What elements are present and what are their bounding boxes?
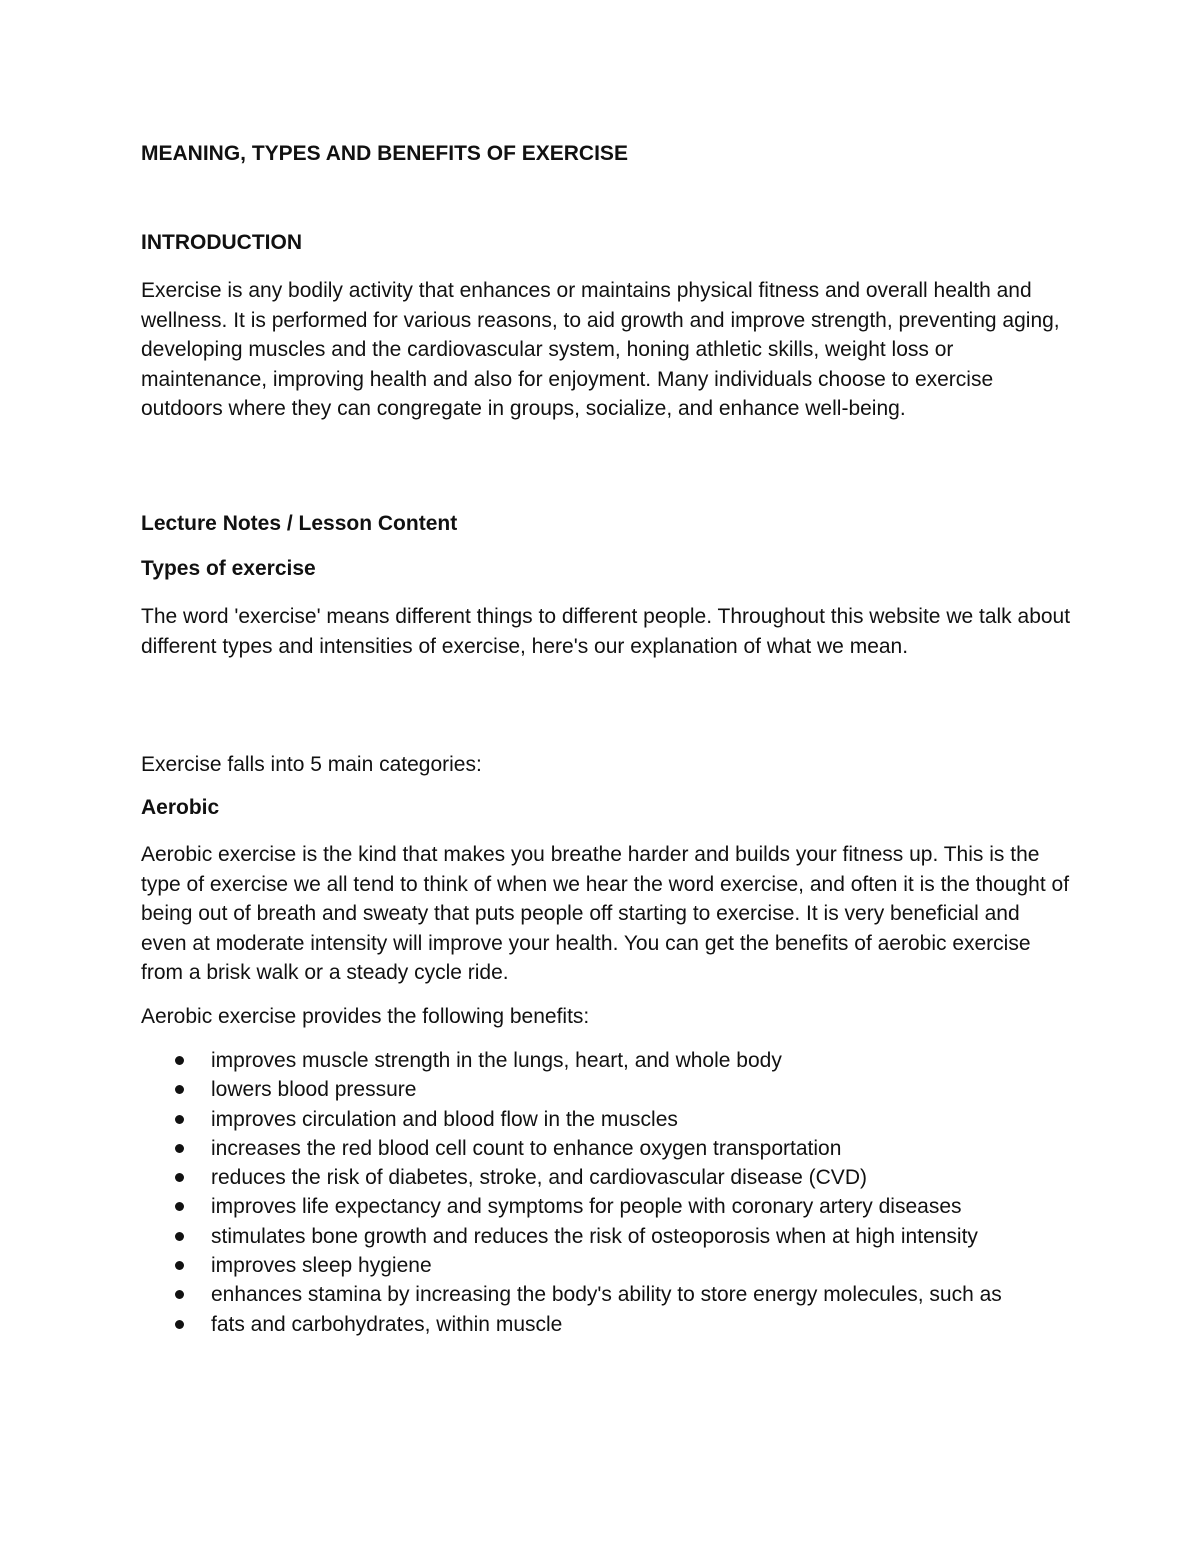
bullet-icon bbox=[175, 1144, 184, 1153]
benefit-text: stimulates bone growth and reduces the risk of osteoporosis when at high intensity bbox=[211, 1224, 978, 1248]
benefit-text: improves circulation and blood flow in the muscles bbox=[211, 1107, 678, 1131]
categories-paragraph: Exercise falls into 5 main categories: bbox=[141, 753, 482, 776]
benefits-intro-paragraph: Aerobic exercise provides the following benefits: bbox=[141, 1005, 590, 1028]
benefit-text: increases the red blood cell count to enhance oxygen transportation bbox=[211, 1136, 842, 1160]
benefit-text: lowers blood pressure bbox=[211, 1078, 417, 1102]
list-item bbox=[141, 1222, 1071, 1251]
list-item bbox=[141, 1105, 1071, 1134]
bullet-icon bbox=[175, 1173, 184, 1182]
list-item bbox=[141, 1280, 1071, 1309]
introduction-paragraph: Exercise is any bodily activity that enhances or maintains physical fitness and overall health and wellness. It is performed for various reasons, to aid growth and improve strength, preventing aging, developing muscles and the cardiovascular system, honing athletic skills, weight loss or maintenance, improving health and also for enjoyment. Many individuals choose to exercise outdoors where they can congregate in groups, socialize, and enhance well-being. bbox=[141, 279, 1060, 420]
document-title: MEANING, TYPES AND BENEFITS OF EXERCISE bbox=[141, 142, 628, 165]
bullet-icon bbox=[175, 1290, 184, 1299]
bullet-icon bbox=[175, 1056, 184, 1065]
list-item bbox=[141, 1310, 1071, 1339]
benefits-list bbox=[141, 1046, 1071, 1339]
benefit-text: reduces the risk of diabetes, stroke, and cardiovascular disease (CVD) bbox=[211, 1166, 867, 1190]
bullet-icon bbox=[175, 1085, 184, 1094]
types-paragraph: The word 'exercise' means different things to different people. Throughout this website we talk about different types and intensities of exercise, here's our explanation of what we mean. bbox=[141, 605, 1071, 658]
benefit-text: enhances stamina by increasing the body's ability to store energy molecules, such as bbox=[211, 1283, 1002, 1307]
bullet-icon bbox=[175, 1115, 184, 1124]
bullet-icon bbox=[175, 1320, 184, 1329]
bullet-icon bbox=[175, 1232, 184, 1241]
list-item bbox=[141, 1134, 1071, 1163]
list-item bbox=[141, 1192, 1071, 1221]
list-item bbox=[141, 1251, 1071, 1280]
aerobic-heading: Aerobic bbox=[141, 796, 220, 819]
bullet-icon bbox=[175, 1261, 184, 1270]
benefit-text: improves muscle strength in the lungs, heart, and whole body bbox=[211, 1049, 782, 1072]
benefit-text: improves life expectancy and symptoms for people with coronary artery diseases bbox=[211, 1195, 962, 1219]
bullet-icon bbox=[175, 1202, 184, 1211]
types-of-exercise-heading: Types of exercise bbox=[141, 557, 316, 580]
list-item bbox=[141, 1046, 1071, 1075]
benefit-text: fats and carbohydrates, within muscle bbox=[211, 1312, 563, 1336]
introduction-heading: INTRODUCTION bbox=[141, 231, 302, 254]
list-item bbox=[141, 1075, 1071, 1104]
list-item bbox=[141, 1163, 1071, 1192]
lecture-notes-heading: Lecture Notes / Lesson Content bbox=[141, 512, 458, 535]
aerobic-paragraph: Aerobic exercise is the kind that makes you breathe harder and builds your fitness up. This is the type of exercise we all tend to think of when we hear the word exercise, and often it is the thought of being out of breath and sweaty that puts people off starting to exercise. It is very beneficial and even at moderate intensity will improve your health. You can get the benefits of aerobic exercise from a brisk walk or a steady cycle ride. bbox=[141, 843, 1070, 984]
benefit-text: improves sleep hygiene bbox=[211, 1254, 432, 1278]
